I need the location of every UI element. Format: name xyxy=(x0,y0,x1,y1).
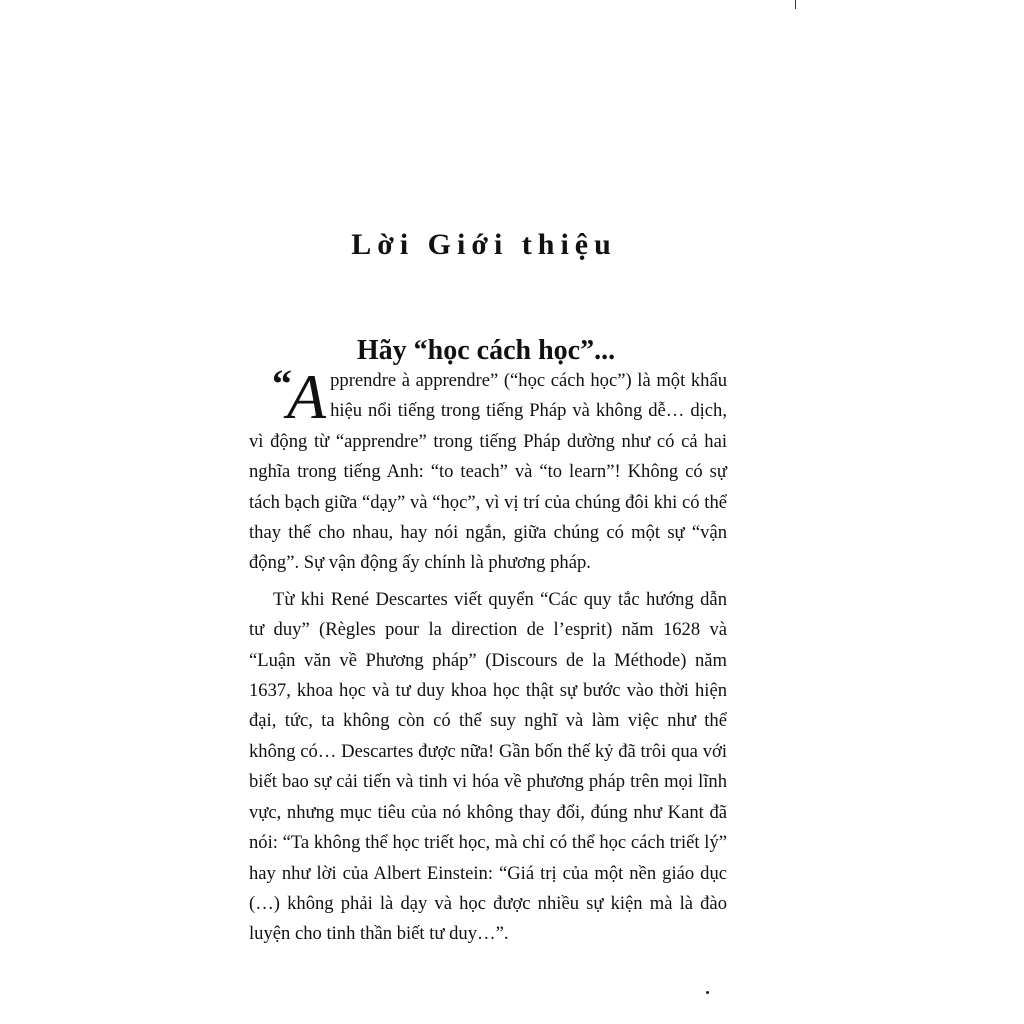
chapter-title: Lời Giới thiệu xyxy=(351,228,617,262)
opening-quote-mark: “ xyxy=(272,361,292,406)
body-text xyxy=(249,361,727,950)
page-edge-mark xyxy=(795,0,796,9)
section-title: Hãy “học cách học”... xyxy=(356,335,616,367)
page-dot-mark xyxy=(706,991,709,994)
paragraph-2: Từ khi René Descartes viết quyển “Các quy tắc hướng dẫn tư duy” (Règles pour la direction de l’esprit) năm 1628 và “Luận văn về Phương pháp” (Discours de la Méthode) năm 1637, khoa học và tư duy khoa học thật sự bước vào thời hiện đại, tức, ta không còn có thể suy nghĩ và làm việc như thể không có… Descartes được nữa! Gần bốn thế kỷ đã trôi qua với biết bao sự cải tiến và tinh vi hóa về phương pháp trên mọi lĩnh vực, nhưng mục tiêu của nó không thay đổi, đúng như Kant đã nói: “Ta không thể học triết học, mà chỉ có thể học cách triết lý” hay như lời của Albert Einstein: “Giá trị của một nền giáo dục (…) không phải là dạy và học được nhiều sự kiện mà là đào luyện cho tinh thần biết tư duy…”. xyxy=(249,588,727,945)
drop-cap: A xyxy=(287,361,327,432)
paragraph-1 xyxy=(249,361,727,579)
paragraph-1-text: pprendre à apprendre” (“học cách học”) là một khẩu hiệu nổi tiếng trong tiếng Pháp và không dễ… dịch, vì động từ “apprendre” trong tiếng Pháp dường như có cả hai nghĩa trong tiếng Anh: “to teach” và “to learn”! Không có sự tách bạch giữa “dạy” và “học”, vì vị trí của chúng đôi khi có thể thay thế cho nhau, hay nói ngắn, giữa chúng có một sự “vận động”. Sự vận động ấy chính là phương pháp. xyxy=(249,370,727,574)
